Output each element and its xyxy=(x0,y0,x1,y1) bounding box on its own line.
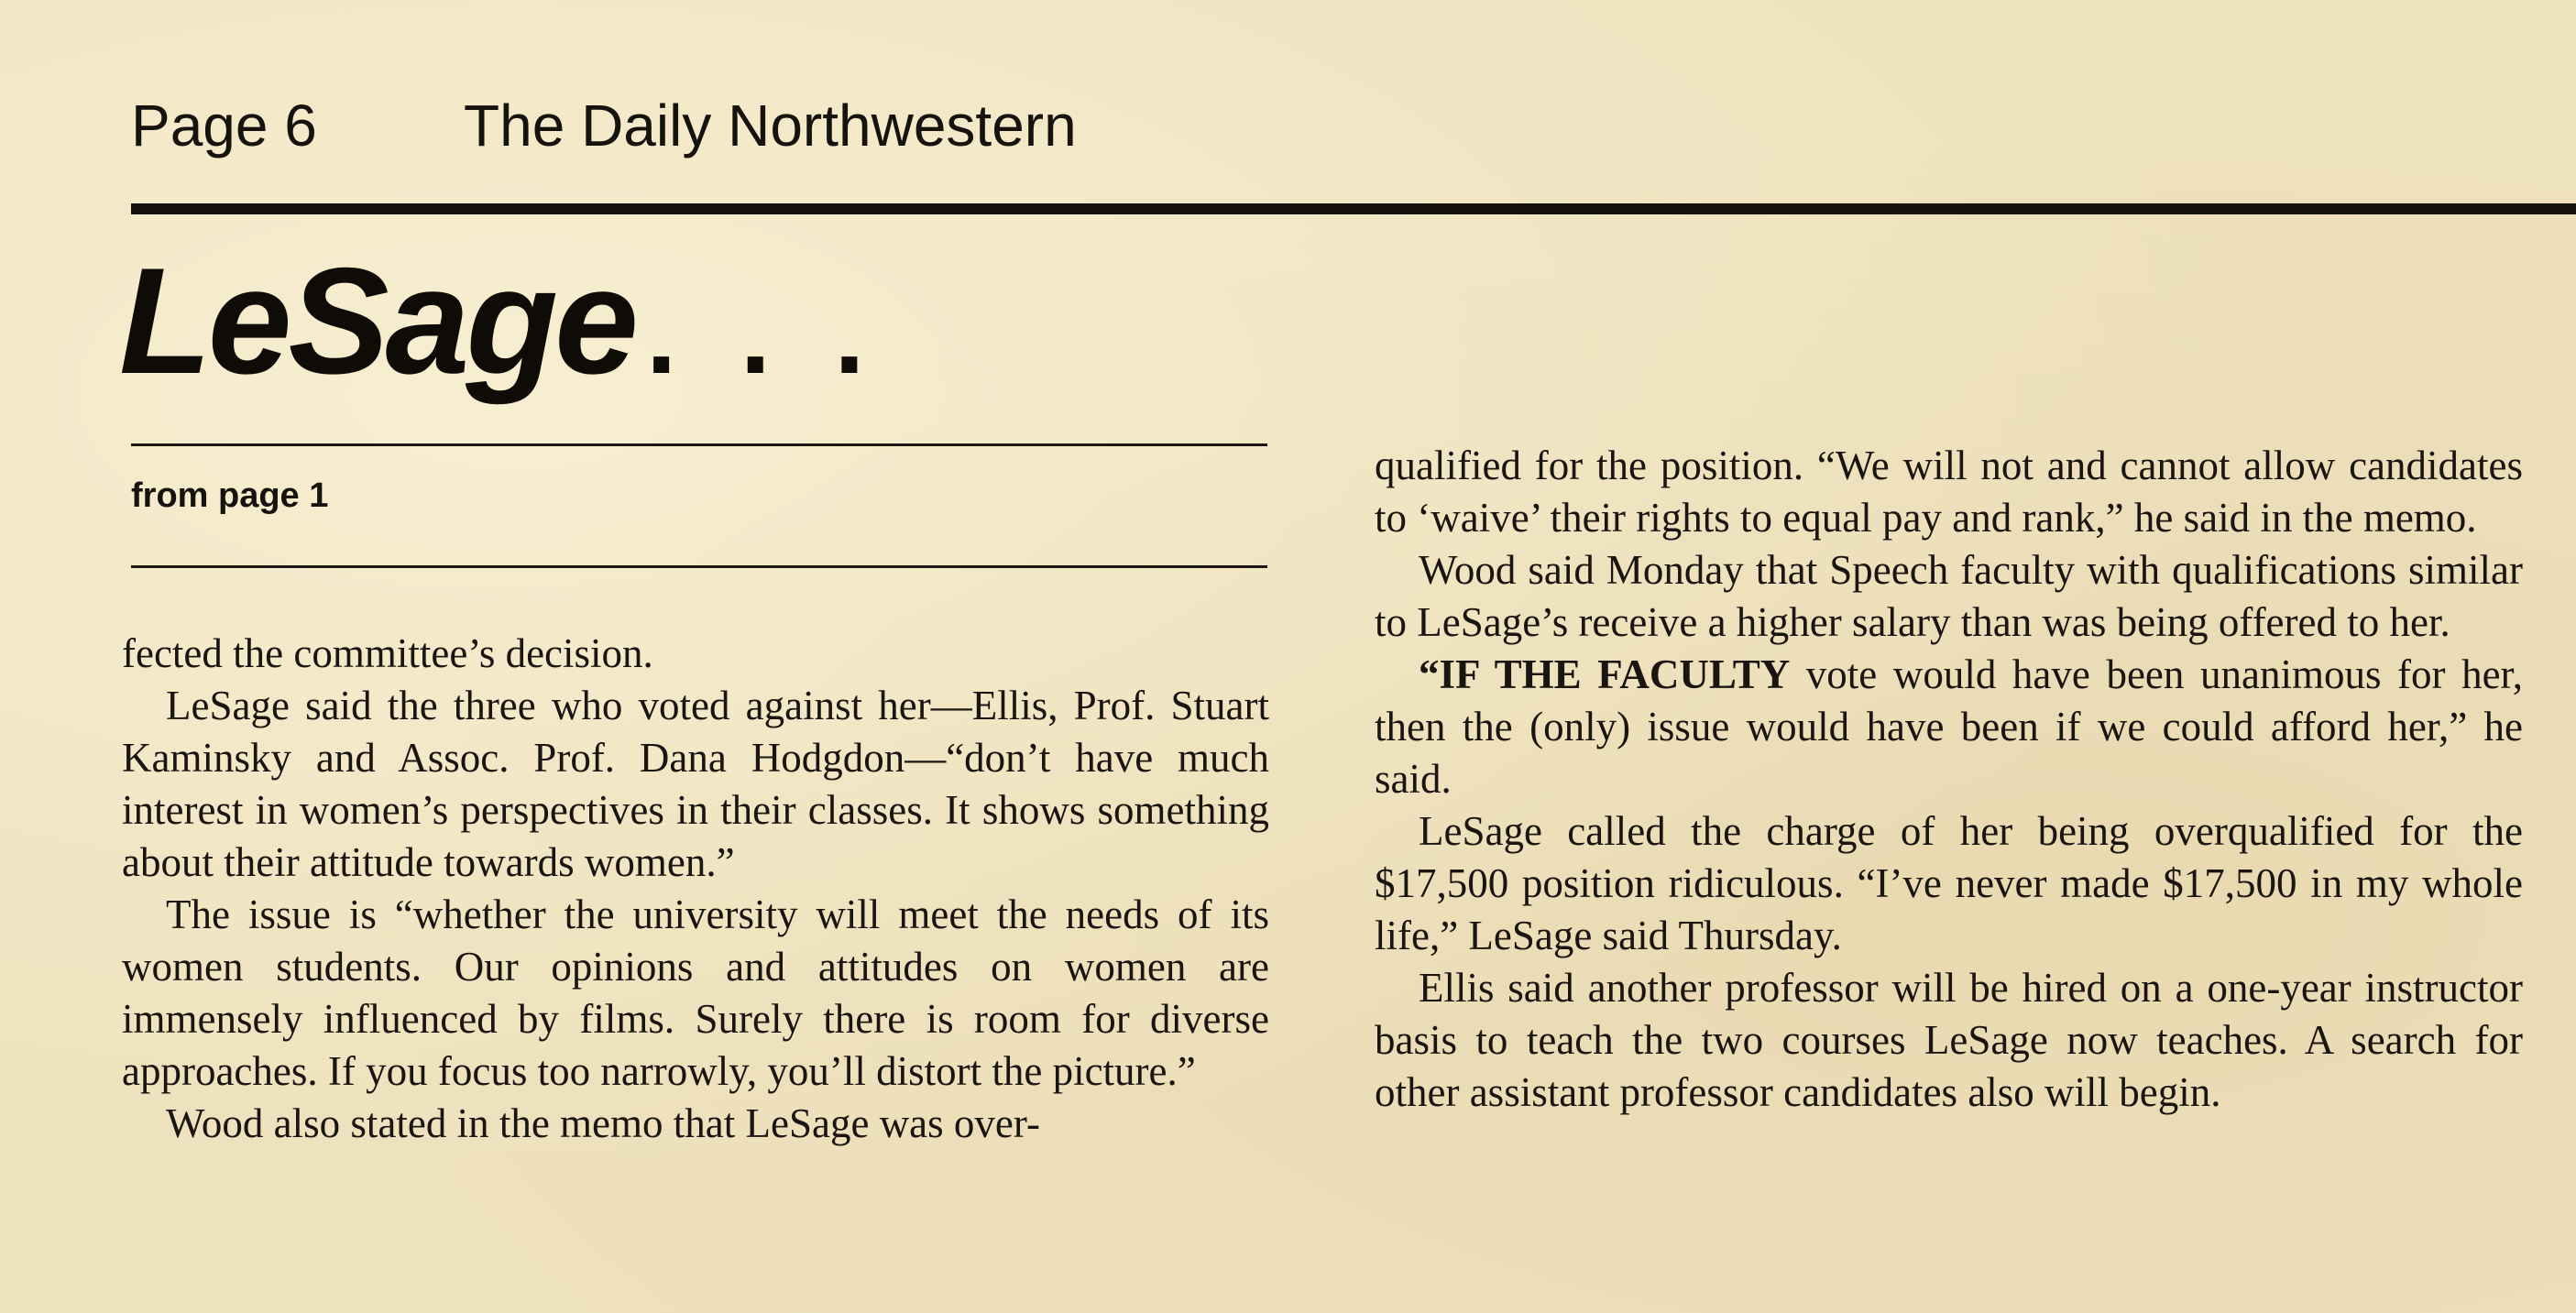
jump-rule-top xyxy=(131,443,1267,446)
subhead-caps: “IF THE FACULTY xyxy=(1419,651,1791,697)
headline-ellipsis: . . . xyxy=(645,274,882,397)
article-column-left xyxy=(122,628,1269,1150)
paragraph: Ellis said another professor will be hired on a one-year instructor basis to teach the two courses LeSage now teaches. A search for other assistant professor candidates also will begin. xyxy=(1375,965,2523,1115)
paragraph: The issue is “whether the university will meet the needs of its women students. Our opinions and attitudes on women are immensely influenced by films. Surely there is room for diverse approaches. If you focus too narrowly, you’ll distort the picture.” xyxy=(122,892,1269,1094)
article-headline xyxy=(119,236,882,405)
paragraph-text: vote would have been unanimous for her, then the (only) issue would have been if we could afford her,” he said. xyxy=(1375,651,2523,802)
paragraph xyxy=(1375,649,2523,805)
article-column-right xyxy=(1375,440,2523,1119)
paragraph: fected the committee’s decision. xyxy=(122,630,653,676)
paragraph: LeSage called the charge of her being overqualified for the $17,500 position ridiculous. “I’ve never made $17,500 in my whole life,” LeSage said Thursday. xyxy=(1375,808,2523,958)
paragraph: Wood said Monday that Speech faculty with qualifications similar to LeSage’s receive a higher salary than was being offered to her. xyxy=(1375,547,2523,645)
jump-rule-bottom xyxy=(131,565,1267,568)
masthead-rule xyxy=(131,203,2576,214)
paragraph: Wood also stated in the memo that LeSage was over- xyxy=(166,1100,1040,1146)
jump-label: from page 1 xyxy=(131,476,329,515)
paragraph: qualified for the position. “We will not and cannot allow candidates to ‘waive’ their rights to equal pay and rank,” he said in the memo. xyxy=(1375,443,2523,541)
paragraph: LeSage said the three who voted against her—Ellis, Prof. Stuart Kaminsky and Assoc. Prof. Dana Hodgdon—“don’t have much interest in women’s perspectives in their classes. It shows something about their attitude towards women.” xyxy=(122,683,1269,885)
publication-name: The Daily Northwestern xyxy=(464,93,1077,159)
page-number: Page 6 xyxy=(131,93,317,159)
masthead xyxy=(131,92,1077,159)
headline-text: LeSage xyxy=(119,236,635,405)
